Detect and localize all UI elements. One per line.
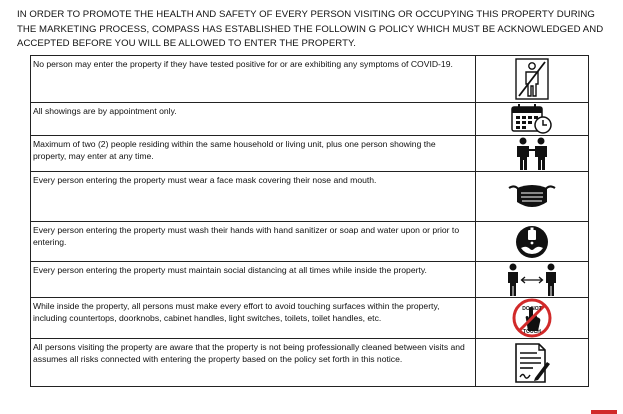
sign-top-label: DO NOT — [522, 306, 542, 312]
social-distance-icon — [506, 263, 558, 297]
rule-text: Every person entering the property must maintain social distancing at all times while inside the property. — [31, 262, 476, 298]
signed-document-icon — [513, 342, 551, 384]
corner-logo-mark — [591, 410, 617, 414]
rule-text: All persons visiting the property are aware that the property is not being professionally cleaned between visits and assumes all risks connected with entering the property based on the policy set forth in this notice. — [31, 339, 476, 387]
do-not-touch-icon — [512, 298, 552, 338]
table-row — [31, 262, 589, 298]
table-row — [31, 298, 589, 339]
table-row — [31, 222, 589, 262]
sign-bottom-label: TOUCH — [523, 329, 541, 335]
table-row — [31, 136, 589, 172]
hand-wash-icon — [515, 225, 549, 259]
policy-table — [30, 55, 589, 387]
calendar-clock-icon — [510, 103, 554, 135]
two-people-icon — [512, 137, 552, 171]
intro-paragraph: IN ORDER TO PROMOTE THE HEALTH AND SAFETY OF EVERY PERSON VISITING OR OCCUPYING THIS PROPERTY DURING THE MARKETING PROCESS, COMPASS HAS ESTABLISHED THE FOLLOWIN G POLICY WHICH MUST BE ACKNOWLEDGED AND ACCEPTED BEFORE YOU WILL BE ALLOWED TO ENTER THE PROPERTY. — [17, 9, 604, 49]
rule-text: Every person entering the property must wash their hands with hand sanitizer or soap and water upon or prior to entering. — [31, 222, 476, 262]
table-row — [31, 339, 589, 387]
rule-text: No person may enter the property if they have tested positive for or are exhibiting any symptoms of COVID-19. — [31, 56, 476, 103]
table-row — [31, 103, 589, 136]
rule-text: All showings are by appointment only. — [31, 103, 476, 136]
table-row — [31, 172, 589, 222]
table-row — [31, 56, 589, 103]
rule-text: While inside the property, all persons must make every effort to avoid touching surfaces within the property, including countertops, doorknobs, cabinet handles, light switches, toilets, toilet handles, etc. — [31, 298, 476, 339]
no-person-icon — [515, 58, 549, 100]
rule-text: Every person entering the property must wear a face mask covering their nose and mouth. — [31, 172, 476, 222]
face-mask-icon — [507, 182, 557, 212]
rule-text: Maximum of two (2) people residing within the same household or living unit, plus one person showing the property, may enter at any time. — [31, 136, 476, 172]
